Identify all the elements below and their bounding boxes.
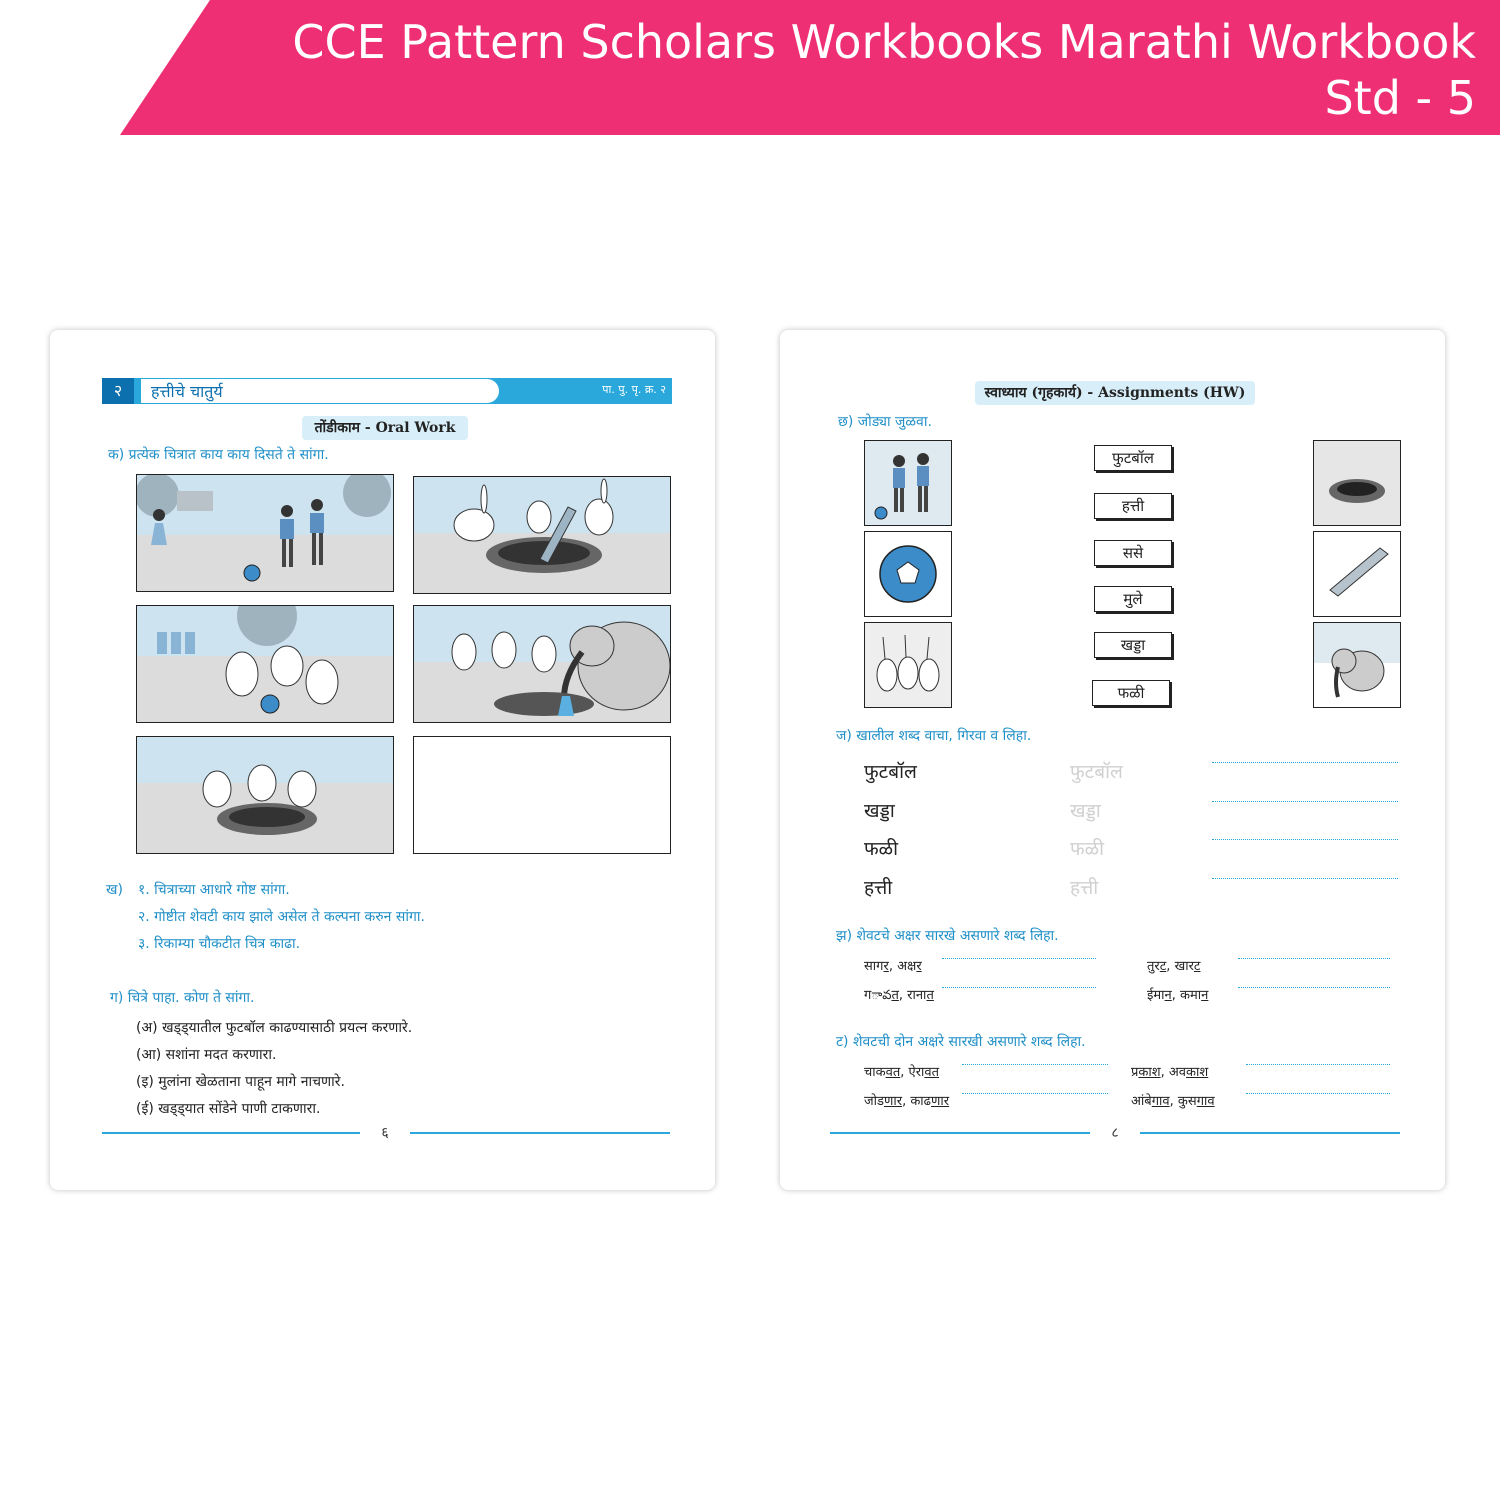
match-word-pit[interactable]: खड्डा <box>1094 632 1172 658</box>
assignments-label: स्वाध्याय (गृहकार्य) - Assignments (HW) <box>975 381 1255 405</box>
trace-word-football: फुटबॉल <box>864 761 917 783</box>
question-ta: ट) शेवटची दोन अक्षरे सारखी असणारे शब्द लिहा. <box>836 1034 1086 1050</box>
trace-word-plank-light: फळी <box>1070 838 1105 860</box>
illustration-children-football <box>136 474 394 592</box>
illustration-rabbits-plank <box>413 476 671 594</box>
ga-item-i: (इ) मुलांना खेळताना पाहून मागे नाचणारे. <box>136 1074 345 1090</box>
kha-item-1: १. चित्राच्या आधारे गोष्ट सांगा. <box>138 882 290 898</box>
match-word-plank[interactable]: फळी <box>1092 680 1170 706</box>
right-workbook-page <box>780 330 1445 1190</box>
kha-item-2: २. गोष्टीत शेवटी काय झाले असेल ते कल्पना करुन सांगा. <box>138 909 425 925</box>
ta-pair-3: जोडणार, काढणार <box>864 1094 950 1109</box>
match-word-elephant[interactable]: हत्ती <box>1094 493 1172 519</box>
banner-title-line1: CCE Pattern Scholars Workbooks Marathi Workbook <box>292 15 1476 69</box>
write-line[interactable] <box>1238 958 1390 959</box>
ga-item-aa: (आ) सशांना मदत करणारा. <box>136 1047 277 1063</box>
match-picture-football[interactable] <box>864 531 952 617</box>
ta-pair-2: प्रकाश, अवकाश <box>1131 1065 1209 1080</box>
empty-drawing-box[interactable] <box>413 736 671 854</box>
match-word-football[interactable]: फुटबॉल <box>1094 445 1172 471</box>
question-chha: छ) जोड्या जुळवा. <box>838 414 932 430</box>
ga-item-a: (अ) खड्ड्यातील फुटबॉल काढण्यासाठी प्रयत्न करणारे. <box>136 1020 413 1036</box>
match-word-children[interactable]: मुले <box>1094 586 1172 612</box>
write-line[interactable] <box>1212 801 1398 802</box>
trace-word-pit: खड्डा <box>864 800 895 822</box>
write-line[interactable] <box>1238 987 1390 988</box>
match-picture-plank[interactable] <box>1313 531 1401 617</box>
write-line[interactable] <box>1212 839 1398 840</box>
trace-word-football-light: फुटबॉल <box>1070 761 1123 783</box>
chapter-reference: पा. पु. पृ. क्र. २ <box>602 383 666 396</box>
illustration-elephant-water <box>413 605 671 723</box>
kha-item-3: ३. रिकाम्या चौकटीत चित्र काढा. <box>138 936 301 952</box>
page-number: ६ <box>360 1123 410 1142</box>
match-picture-elephant[interactable] <box>1313 622 1401 708</box>
write-line[interactable] <box>962 1064 1108 1065</box>
ga-item-ii: (ई) खड्ड्यात सोंडेने पाणी टाकणारा. <box>136 1101 321 1117</box>
chapter-title: हत्तीचे चातुर्य <box>140 378 500 404</box>
question-jha: झ) शेवटचे अक्षर सारखे असणारे शब्द लिहा. <box>836 928 1059 944</box>
ta-pair-1: चाकवत, ऐरावत <box>864 1065 940 1080</box>
question-ka: क) प्रत्येक चित्रात काय काय दिसते ते सांगा. <box>108 447 329 463</box>
jha-pair-4: ईमान, कमान <box>1147 988 1209 1003</box>
match-picture-children[interactable] <box>864 440 952 526</box>
match-picture-rabbits[interactable] <box>864 622 952 708</box>
jha-pair-3: गావत, रानात <box>864 988 934 1003</box>
write-line[interactable] <box>1212 762 1398 763</box>
trace-word-elephant: हत्ती <box>864 877 893 899</box>
chapter-header <box>102 378 672 404</box>
write-line[interactable] <box>1246 1093 1390 1094</box>
write-line[interactable] <box>962 1093 1108 1094</box>
chapter-number: २ <box>102 378 134 404</box>
banner-title <box>292 14 1476 126</box>
question-ga: ग) चित्रे पाहा. कोण ते सांगा. <box>110 990 255 1006</box>
banner-title-line2: Std - 5 <box>1324 71 1476 125</box>
write-line[interactable] <box>942 987 1096 988</box>
write-line[interactable] <box>942 958 1096 959</box>
match-word-rabbits[interactable]: ससे <box>1094 540 1172 566</box>
ta-pair-4: आंबेगाव, कुसगाव <box>1131 1094 1215 1109</box>
illustration-rabbits-pit <box>136 736 394 854</box>
trace-word-elephant-light: हत्ती <box>1070 877 1099 899</box>
jha-pair-2: तुरट, खारट <box>1147 959 1201 974</box>
jha-pair-1: सागर, अक्षर <box>864 959 922 974</box>
write-line[interactable] <box>1246 1064 1390 1065</box>
trace-word-plank: फळी <box>864 838 899 860</box>
match-picture-pit[interactable] <box>1313 440 1401 526</box>
question-ja: ज) खालील शब्द वाचा, गिरवा व लिहा. <box>836 728 1032 744</box>
question-kha-prefix: ख) <box>106 882 123 898</box>
oral-work-label: तोंडीकाम - Oral Work <box>302 416 468 440</box>
illustration-rabbits-dancing <box>136 605 394 723</box>
left-workbook-page <box>50 330 715 1190</box>
write-line[interactable] <box>1212 878 1398 879</box>
page-number: ८ <box>1090 1123 1140 1142</box>
trace-word-pit-light: खड्डा <box>1070 800 1101 822</box>
